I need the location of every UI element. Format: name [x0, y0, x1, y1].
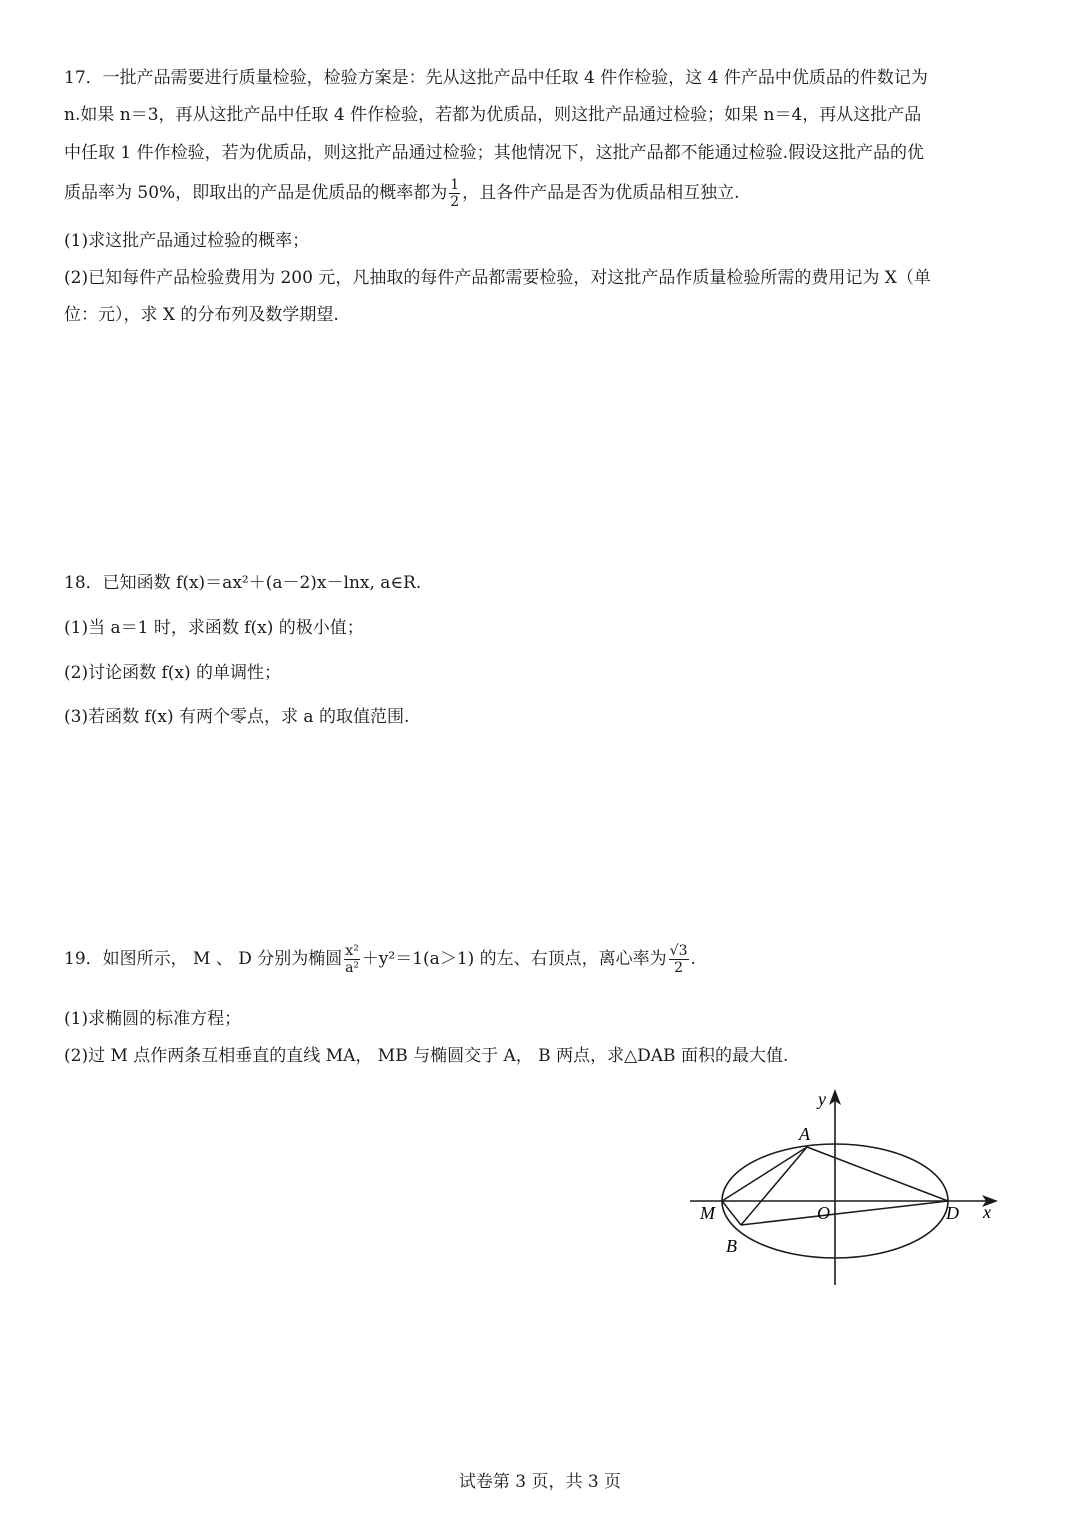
q19-stem: [64, 944, 696, 975]
q19-part-1: (1)求椭圆的标准方程；: [64, 1009, 242, 1029]
q17-line-2: n.如果 n＝3，再从这批产品中任取 4 件作检验，若都为优质品，则这批产品通过检验；如果 n＝4，再从这批产品: [64, 105, 922, 125]
label-O: O: [817, 1203, 830, 1223]
q17-line-4-text-a: 质品率为 50%，即取出的产品是优质品的概率都为: [64, 183, 448, 203]
q17-line-4: [64, 178, 740, 209]
q17-fraction-num: 1: [450, 177, 460, 193]
q17-part-1: (1)求这批产品通过检验的概率；: [64, 231, 310, 251]
q19-ellipse-fraction: [344, 944, 360, 975]
q19-ecc-den: 2: [674, 960, 684, 976]
q19-ecc-num: √3: [669, 943, 688, 959]
q17-line-1: 17．一批产品需要进行质量检验，检验方案是：先从这批产品中任取 4 件作检验，这 4 件产品中优质品的件数记为: [64, 68, 928, 88]
q19-stem-text-a: 19．如图所示， M 、 D 分别为椭圆: [64, 949, 343, 969]
q18-stem: 18．已知函数 f(x)＝ax²＋(a－2)x－lnx, a∈R.: [64, 573, 422, 593]
ellipse-figure: [680, 1085, 1010, 1295]
label-M: M: [700, 1203, 715, 1223]
label-D: D: [946, 1203, 959, 1223]
q18-part-3: (3)若函数 f(x) 有两个零点，求 a 的取值范围.: [64, 707, 410, 727]
q17-fraction-den: 2: [450, 194, 460, 210]
label-A: A: [799, 1124, 810, 1144]
label-y: y: [818, 1089, 826, 1109]
q17-part-2-line-1: (2)已知每件产品检验费用为 200 元，凡抽取的每件产品都需要检验，对这批产品作质量检验所需的费用记为 X（单: [64, 268, 931, 288]
q17-fraction: [449, 178, 460, 209]
q19-ecc-fraction: [669, 944, 689, 975]
q17-line-4-text-b: ，且各件产品是否为优质品相互独立.: [462, 183, 740, 203]
page-footer: 试卷第 3 页，共 3 页: [458, 1472, 622, 1492]
q19-part-2: (2)过 M 点作两条互相垂直的直线 MA， MB 与椭圆交于 A， B 两点，求△DAB 面积的最大值.: [64, 1046, 789, 1066]
q18-part-2: (2)讨论函数 f(x) 的单调性；: [64, 663, 282, 683]
segment-BD: [741, 1201, 948, 1225]
segment-AB: [741, 1147, 807, 1225]
q18-part-1: (1)当 a＝1 时，求函数 f(x) 的极小值；: [64, 618, 364, 638]
label-B: B: [726, 1236, 737, 1256]
q19-ellipse-den: a²: [345, 960, 360, 976]
q19-stem-text-c: .: [690, 949, 696, 969]
label-x: x: [983, 1202, 991, 1222]
segment-AD: [807, 1147, 948, 1201]
q19-ellipse-num: x²: [345, 943, 359, 959]
q17-part-2-line-2: 位：元），求 X 的分布列及数学期望.: [64, 305, 339, 325]
q19-stem-text-b: ＋y²＝1(a＞1) 的左、右顶点，离心率为: [361, 949, 667, 969]
q17-line-3: 中任取 1 件作检验，若为优质品，则这批产品通过检验；其他情况下，这批产品都不能通过检验.假设这批产品的优: [64, 143, 925, 163]
